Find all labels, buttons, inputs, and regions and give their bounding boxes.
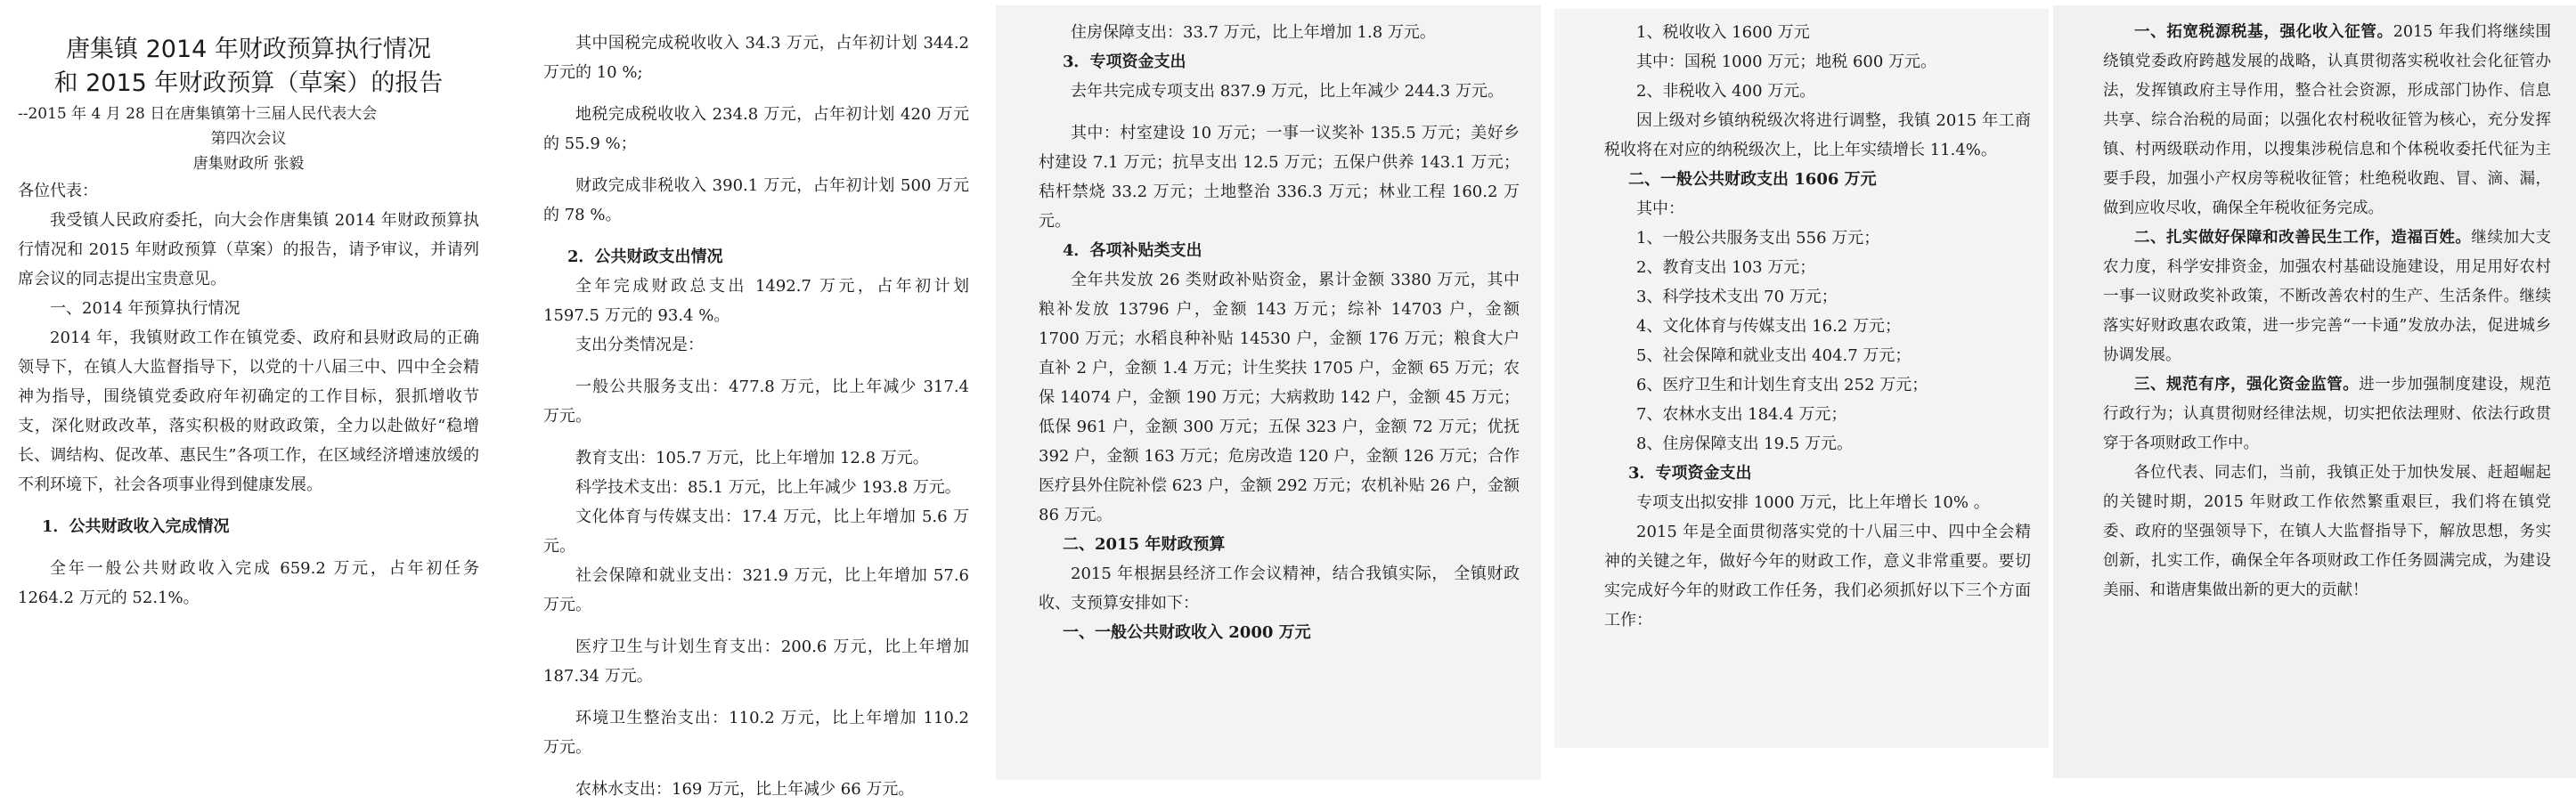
list-item: 农林水支出：169 万元，比上年减少 66 万元。 (575, 780, 915, 799)
paragraph: 其中：国税 1000 万元；地税 600 万元。 (1636, 53, 1937, 71)
paragraph: 2015 年是全面贯彻落实党的十八届三中、四中全会精神的关键之年，做好今年的财政工作，意义非常重要。要切实完成好今年的财政工作任务，我们必须抓好以下三个方面工作： (1604, 523, 2031, 629)
section-heading: 二、一般公共财政支出 1606 万元 (1628, 170, 1877, 189)
closing-paragraph: 各位代表、同志们，当前，我镇正处于加快发展、赶超崛起的关键时期，2015 年财政工作依然繁重艰巨，我们将在镇党委、政府的坚强领导下，在镇人大监督指导下，解放思想，务实创新，扎实工作，确保全年各项财政工作任务圆满完成，为建设美丽、和谐唐集做出新的更大的贡献！ (2103, 464, 2551, 599)
list-item: 7、农林水支出 184.4 万元； (1636, 405, 1847, 424)
bold-heading: 三、规范有序，强化资金监管。 (2134, 376, 2360, 394)
list-item: 科学技术支出：85.1 万元，比上年减少 193.8 万元。 (575, 478, 961, 497)
report-subtitle: --2015 年 4 月 28 日在唐集镇第十三届人民代表大会 (18, 105, 378, 123)
subsection-heading: 4．各项补贴类支出 (1063, 241, 1202, 260)
paragraph: 因上级对乡镇纳税级次将进行调整，我镇 2015 年工商税收将在对应的纳税级次上，比上年实绩增长 11.4%。 (1604, 111, 2031, 159)
report-title-line-1: 唐集镇 2014 年财政预算执行情况 (66, 36, 431, 63)
section-heading: 二、2015 年财政预算 (1063, 535, 1226, 554)
subsection-heading: 2．公共财政支出情况 (567, 248, 723, 266)
paragraph: 支出分类情况是： (575, 336, 704, 354)
document-page-2 (499, 0, 978, 804)
list-item: 6、医疗卫生和计划生育支出 252 万元； (1636, 376, 1928, 394)
list-item: 教育支出：105.7 万元，比上年增加 12.8 万元。 (575, 449, 929, 467)
subsection-heading: 3．专项资金支出 (1063, 53, 1186, 71)
paragraph: 2015 年根据县经济工作会议精神，结合我镇实际， 全镇财政收、支预算安排如下： (1039, 564, 1520, 613)
document-page-5 (2053, 5, 2576, 778)
document-page-1 (0, 0, 488, 613)
intro-paragraph: 我受镇人民政府委托，向大会作唐集镇 2014 年财政预算执行情况和 2015 年财政预算（草案）的报告，请予审议，并请列席会议的同志提出宝贵意见。 (18, 211, 479, 288)
bold-heading: 二、扎实做好保障和改善民生工作，造福百姓。 (2134, 229, 2472, 247)
paragraph-text: 继续加大支农力度，科学安排资金，加强农村基础设施建设，用足用好农村一事一议财政奖补政策，不断改善农村的生产、生活条件。继续落实好财政惠农政策，进一步完善“一卡通”发放办法，促进城乡协调发展。 (2103, 229, 2552, 364)
paragraph (2103, 370, 2551, 459)
paragraph-text: 进一步加强制度建设，规范行政行为；认真贯彻财经律法规，切实把依法理财、依法行政贯穿于各项财政工作中。 (2103, 376, 2552, 452)
list-item: 2、教育支出 103 万元； (1636, 258, 1816, 277)
list-item: 3、科学技术支出 70 万元； (1636, 288, 1838, 306)
list-item: 4、文化体育与传媒支出 16.2 万元； (1636, 317, 1901, 336)
list-item: 社会保障和就业支出：321.9 万元，比上年增加 57.6 万元。 (543, 566, 969, 614)
document-page-3 (996, 5, 1541, 780)
paragraph: 地税完成税收收入 234.8 万元，占年初计划 420 万元的 55.9 %； (543, 105, 969, 153)
list-item: 一般公共服务支出：477.8 万元，比上年减少 317.4 万元。 (543, 378, 969, 426)
subsection-heading: 3．专项资金支出 (1628, 464, 1752, 483)
paragraph: 全年共发放 26 类财政补贴资金，累计金额 3380 万元，其中粮补发放 13796 户，金额 143 万元；综补 14703 户，金额 1700 万元；水稻良种补贴 14530 户，金额 176 万元；粮食大户直补 2 户，金额 1.4 万元；计生奖扶 1705 户，金额 65 万元；农保 14074 户，金额 190 万元；大病救助 142 户，金额 45 万元；低保 961 户，金额 300 万元；五保 323 户，金额 72 万元；优抚 392 户，金额 163 万元；危房改造 120 户，金额 126 万元；合作医疗县外住院补偿 623 户，金额 292 万元；农机补贴 26 户，金额 86 万元。 (1039, 271, 1520, 524)
paragraph: 去年共完成专项支出 837.9 万元，比上年减少 244.3 万元。 (1071, 82, 1504, 101)
paragraph (2103, 223, 2551, 370)
paragraph: 2、非税收入 400 万元。 (1636, 82, 1816, 101)
paragraph: 财政完成非税收入 390.1 万元，占年初计划 500 万元的 78 %。 (543, 176, 969, 224)
salutation: 各位代表： (18, 182, 98, 200)
paragraph: 1、税收收入 1600 万元 (1636, 23, 1810, 42)
section-heading: 一、2014 年预算执行情况 (50, 299, 240, 318)
list-item: 环境卫生整治支出：110.2 万元，比上年增加 110.2 万元。 (543, 709, 969, 757)
paragraph: 其中国税完成税收收入 34.3 万元，占年初计划 344.2 万元的 10 %; (543, 34, 969, 82)
report-speaker: 唐集财政所 张毅 (192, 155, 305, 173)
document-page-4 (1554, 9, 2049, 748)
bold-heading: 一、拓宽税源税基，强化收入征管。 (2134, 23, 2393, 41)
paragraph: 2014 年，我镇财政工作在镇党委、政府和县财政局的正确领导下，在镇人大监督指导下，以党的十八届三中、四中全会精神为指导，围绕镇党委政府年初确定的工作目标，狠抓增收节支，深化财政改革，落实积极的财政政策，全力以赴做好“稳增长、调结构、促改革、惠民生”各项工作，在区域经济增速放缓的不利环境下，社会各项事业得到健康发展。 (18, 329, 479, 494)
paragraph: 其中： (1636, 199, 1684, 218)
report-session: 第四次会议 (210, 130, 287, 148)
list-item: 医疗卫生与计划生育支出：200.6 万元，比上年增加 187.34 万元。 (543, 638, 969, 686)
list-item: 5、社会保障和就业支出 404.7 万元； (1636, 346, 1912, 365)
paragraph (2103, 18, 2551, 223)
paragraph: 其中：村室建设 10 万元；一事一议奖补 135.5 万元；美好乡村建设 7.1 万元；抗旱支出 12.5 万元；五保户供养 143.1 万元；秸杆禁烧 33.2 万元；土地整治 336.3 万元；林业工程 160.2 万元。 (1039, 124, 1520, 231)
subsection-heading: 1．公共财政收入完成情况 (42, 517, 230, 536)
list-item: 文化体育与传媒支出：17.4 万元，比上年增加 5.6 万元。 (543, 508, 969, 556)
section-heading: 一、一般公共财政收入 2000 万元 (1063, 623, 1311, 642)
paragraph: 住房保障支出：33.7 万元，比上年增加 1.8 万元。 (1071, 23, 1436, 42)
paragraph: 全年一般公共财政收入完成 659.2 万元，占年初任务 1264.2 万元的 52.1%。 (18, 559, 479, 607)
paragraph-text: 2015 年我们将继续围绕镇党委政府跨越发展的战略，认真贯彻落实税收社会化征管办法，发挥镇政府主导作用，整合社会资源，形成部门协作、信息共享、综合治税的局面；以强化农村税收征管为核心，充分发挥镇、村两级联动作用，以搜集涉税信息和个体税收委托代征为主要手段，加强小产权房等税收征管；杜绝税收跑、冒、滴、漏，做到应收尽收，确保全年税收征务完成。 (2103, 23, 2552, 217)
report-title-line-2: 和 2015 年财政预算（草案）的报告 (53, 69, 444, 97)
paragraph: 全年完成财政总支出 1492.7 万元，占年初计划 1597.5 万元的 93.4 %。 (543, 277, 969, 325)
list-item: 8、住房保障支出 19.5 万元。 (1636, 434, 1853, 453)
paragraph: 专项支出拟安排 1000 万元，比上年增长 10% 。 (1636, 493, 1990, 512)
list-item: 1、一般公共服务支出 556 万元； (1636, 229, 1880, 248)
